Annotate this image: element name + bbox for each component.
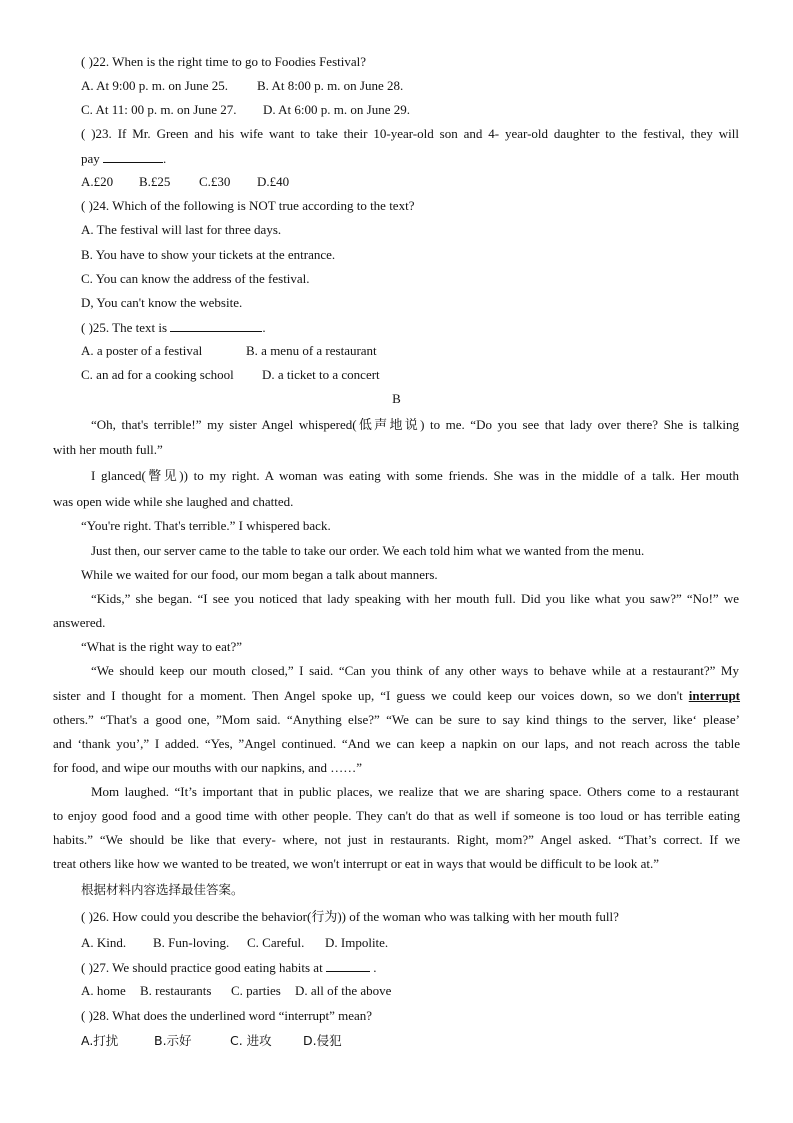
passage-p8-line3: others.” “That's a good one, ”Mom said. “Anything else?” “We can be sure to say kind things to the server, like‘ please’ <box>53 712 740 727</box>
passage-p1-line1: “Oh, that's terrible!” my sister Angel whispered(低声地说) to me. “Do you see that lady over there? She is talking <box>91 417 739 432</box>
passage-p5: While we waited for our food, our mom began a talk about manners. <box>81 567 438 582</box>
question-25-options <box>81 343 377 359</box>
passage-p9-line4: treat others like how we wanted to be treated, we won't interrupt or eat in ways that would be difficult to be look at.” <box>53 856 660 871</box>
option-24-c: C. You can know the address of the festival. <box>81 271 310 286</box>
passage-p6-line2: answered. <box>53 615 106 630</box>
option-25-b: B. a menu of a restaurant <box>246 343 377 358</box>
question-28-options <box>81 1033 342 1049</box>
option-26-d: D. Impolite. <box>325 935 389 950</box>
option-28-b: B.示好 <box>154 1033 192 1048</box>
option-22-b: B. At 8:00 p. m. on June 28. <box>257 78 404 93</box>
passage-p9-line2: to enjoy good food and a good time with other people. They can't do that as well if someone is too loud or has terrible eating <box>53 808 740 823</box>
option-27-b: B. restaurants <box>140 983 212 998</box>
question-23-stem-line2 <box>81 150 166 167</box>
passage-p3: “You're right. That's terrible.” I whispered back. <box>81 518 331 533</box>
question-28-stem: ( )28. What does the underlined word “interrupt” mean? <box>81 1008 373 1023</box>
option-23-d: D.£40 <box>257 174 290 189</box>
answer-blank <box>103 150 163 163</box>
passage-p7: “What is the right way to eat?” <box>81 639 242 654</box>
question-23-options <box>81 174 289 190</box>
passage-p8-line1: “We should keep our mouth closed,” I said. “Can you think of any other ways to behave while at a restaurant?” My <box>91 663 739 678</box>
option-28-a: A.打扰 <box>81 1033 119 1048</box>
full-stop: . <box>373 960 377 975</box>
option-24-d: D, You can't know the website. <box>81 295 243 310</box>
option-27-a: A. home <box>81 983 126 998</box>
answer-blank <box>326 959 370 972</box>
option-27-c: C. parties <box>231 983 281 998</box>
option-26-c: C. Careful. <box>247 935 305 950</box>
question-25-options-2 <box>81 367 380 383</box>
passage-p6-line1: “Kids,” she began. “I see you noticed that lady speaking with her mouth full. Did you like what you saw?” “No!” we <box>91 591 739 606</box>
question-27-options <box>81 983 391 999</box>
section-b-title: B <box>392 391 401 406</box>
question-25-stem-text: ( )25. The text is <box>81 320 168 335</box>
answer-blank <box>170 319 262 332</box>
question-23-stem-pay: pay <box>81 151 100 166</box>
option-25-a: A. a poster of a festival <box>81 343 203 358</box>
option-22-c: C. At 11: 00 p. m. on June 27. <box>81 102 237 117</box>
passage-p8-line2 <box>53 688 740 704</box>
passage-p2-line2: was open wide while she laughed and chatted. <box>53 494 294 509</box>
question-22-options <box>81 78 403 94</box>
option-27-d: D. all of the above <box>295 983 392 998</box>
option-28-d: D.侵犯 <box>303 1033 342 1048</box>
option-24-a: A. The festival will last for three days. <box>81 222 282 237</box>
passage-p9-line3: habits.” “We should be like that every- where, not just in restaurants. Right, mom?” Angel asked. “That’s correct. If we <box>53 832 740 847</box>
option-23-a: A.£20 <box>81 174 114 189</box>
option-22-a: A. At 9:00 p. m. on June 25. <box>81 78 228 93</box>
passage-p8-line4: and ‘thank you’,” I added. “Yes, ”Angel continued. “And we can keep a napkin on our laps, and not reach across the table <box>53 736 740 751</box>
option-22-d: D. At 6:00 p. m. on June 29. <box>263 102 410 117</box>
passage-p4: Just then, our server came to the table to take our order. We each told him what we wanted from the menu. <box>91 543 645 558</box>
full-stop: . <box>163 151 167 166</box>
option-23-c: C.£30 <box>199 174 231 189</box>
question-22-options-2 <box>81 102 410 118</box>
option-26-a: A. Kind. <box>81 935 127 950</box>
passage-p8-line2-text: sister and I thought for a moment. Then Angel spoke up, “I guess we could keep our voices down, so we don't <box>53 688 683 703</box>
question-27-stem <box>81 959 376 976</box>
question-24-stem: ( )24. Which of the following is NOT true according to the text? <box>81 198 415 213</box>
option-25-d: D. a ticket to a concert <box>262 367 380 382</box>
option-25-c: C. an ad for a cooking school <box>81 367 234 382</box>
full-stop: . <box>262 320 266 335</box>
passage-p9-line1: Mom laughed. “It’s important that in public places, we realize that we are sharing space. Others come to a restaurant <box>91 784 739 799</box>
passage-p8-line5: for food, and wipe our mouths with our napkins, and ……” <box>53 760 363 775</box>
question-23-stem-line1: ( )23. If Mr. Green and his wife want to take their 10-year-old son and 4- year-old daughter to the festival, they will <box>81 126 739 141</box>
option-28-c: C. 进攻 <box>230 1033 272 1048</box>
option-26-b: B. Fun-loving. <box>153 935 230 950</box>
question-26-stem: ( )26. How could you describe the behavior(行为)) of the woman who was talking with her mouth full? <box>81 909 619 924</box>
option-23-b: B.£25 <box>139 174 171 189</box>
question-26-options <box>81 935 388 951</box>
passage-p1-line2: with her mouth full.” <box>53 442 163 457</box>
underlined-word-interrupt: interrupt <box>688 688 741 703</box>
question-22-stem: ( )22. When is the right time to go to Foodies Festival? <box>81 54 367 69</box>
question-27-stem-text: ( )27. We should practice good eating habits at <box>81 960 323 975</box>
passage-p2-line1: I glanced(瞥见)) to my right. A woman was eating with some friends. She was in the middle of a talk. Her mouth <box>91 468 739 483</box>
question-25-stem <box>81 319 266 336</box>
instruction-text: 根据材料内容选择最佳答案。 <box>81 882 244 897</box>
option-24-b: B. You have to show your tickets at the entrance. <box>81 247 336 262</box>
